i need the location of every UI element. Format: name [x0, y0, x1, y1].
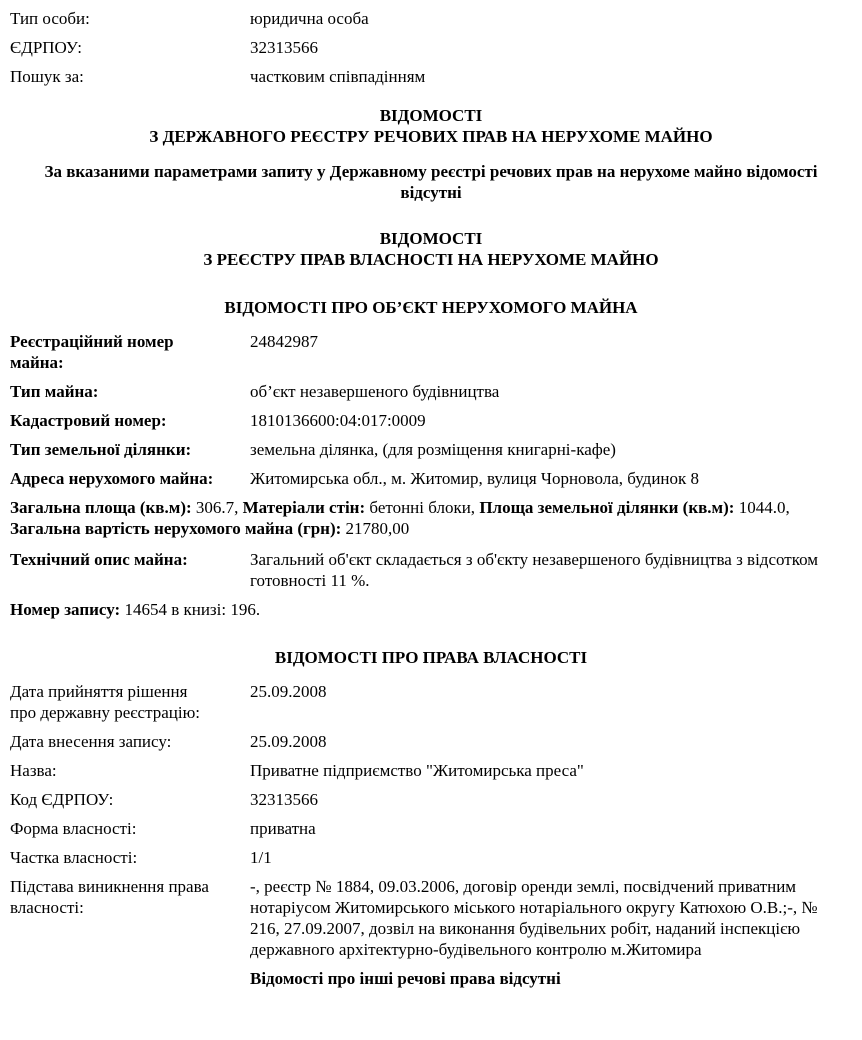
- edrpou-label: ЄДРПОУ:: [10, 38, 82, 57]
- land-plot-type-value: земельна ділянка, (для розміщення книгарні-кафе): [250, 440, 616, 459]
- ownership-form-label: Форма власності:: [10, 819, 137, 838]
- row-cadastral-number: [10, 410, 852, 431]
- ownership-registry-header: [10, 228, 852, 270]
- record-number-line: Номер запису: 14654 в книзі: 196.: [10, 600, 261, 619]
- property-address-value: Житомирська обл., м. Житомир, вулиця Чорновола, будинок 8: [250, 469, 700, 488]
- object-section-rows: [10, 331, 852, 489]
- entry-date-value: 25.09.2008: [250, 732, 327, 751]
- state-registry-header: [10, 105, 852, 147]
- row-entry-date: [10, 731, 852, 752]
- land-plot-type-label: Тип земельної ділянки:: [10, 440, 192, 459]
- cadastral-number-value: 1810136600:04:017:0009: [250, 411, 426, 430]
- rights-section-rows: [10, 681, 852, 960]
- registration-number-label: Реєстраційний номер майна:: [10, 332, 174, 372]
- row-owner-edrpou: [10, 789, 852, 810]
- row-person-type: [10, 8, 852, 29]
- search-by-value: частковим співпадінням: [250, 67, 426, 86]
- row-search-by: [10, 66, 852, 87]
- decision-date-value: 25.09.2008: [250, 682, 327, 701]
- row-property-address: [10, 468, 852, 489]
- row-ownership-form: [10, 818, 852, 839]
- row-registration-number: [10, 331, 852, 373]
- owner-name-label: Назва:: [10, 761, 57, 780]
- row-ownership-basis: [10, 876, 852, 960]
- registration-number-value: 24842987: [250, 332, 318, 351]
- decision-date-label: Дата прийняття рішення про державну реєстрацію:: [10, 682, 201, 722]
- ownership-registry-title-line2: З РЕЄСТРУ ПРАВ ВЛАСНОСТІ НА НЕРУХОМЕ МАЙНО: [203, 250, 659, 269]
- owner-edrpou-value: 32313566: [250, 790, 318, 809]
- owner-edrpou-label: Код ЄДРПОУ:: [10, 790, 114, 809]
- ownership-basis-value: -, реєстр № 1884, 09.03.2006, договір оренди землі, посвідчений приватним нотаріусом Житомирського міського нотаріального округу Катюхою О.В.;-, № 216, 27.09.2007, дозвіл на виконання будівельних робіт, наданий інспекцією державного архітектурно-будівельного контролю м.Житомира: [250, 877, 818, 959]
- query-parameters: [10, 8, 852, 87]
- technical-description-label: Технічний опис майна:: [10, 550, 188, 569]
- person-type-value: юридична особа: [250, 9, 369, 28]
- technical-description-value: Загальний об'єкт складається з об'єкту незавершеного будівництва з відсотком готовності 11 %.: [250, 550, 819, 590]
- property-summary-paragraph: Загальна площа (кв.м): 306.7, Матеріали стін: бетонні блоки, Площа земельної ділянки (кв.м): 1044.0, Загальна вартість нерухомого майна (грн): 21780,00: [10, 498, 790, 538]
- ownership-share-label: Частка власності:: [10, 848, 138, 867]
- person-type-label: Тип особи:: [10, 9, 90, 28]
- owner-name-value: Приватне підприємство "Житомирська преса": [250, 761, 584, 780]
- cadastral-number-label: Кадастровий номер:: [10, 411, 167, 430]
- row-decision-date: [10, 681, 852, 723]
- property-type-value: об’єкт незавершеного будівництва: [250, 382, 500, 401]
- rights-section-title: ВІДОМОСТІ ПРО ПРАВА ВЛАСНОСТІ: [274, 648, 588, 667]
- entry-date-label: Дата внесення запису:: [10, 732, 172, 751]
- object-section-title: ВІДОМОСТІ ПРО ОБ’ЄКТ НЕРУХОМОГО МАЙНА: [224, 298, 638, 317]
- edrpou-value: 32313566: [250, 38, 318, 57]
- search-by-label: Пошук за:: [10, 67, 84, 86]
- row-land-plot-type: [10, 439, 852, 460]
- row-ownership-share: [10, 847, 852, 868]
- state-registry-no-records-note: За вказаними параметрами запиту у Державному реєстрі речових прав на нерухоме майно відомості відсутні: [44, 162, 818, 202]
- ownership-basis-label: Підстава виникнення права власності:: [10, 877, 209, 917]
- row-edrpou: [10, 37, 852, 58]
- row-property-type: [10, 381, 852, 402]
- ownership-form-value: приватна: [250, 819, 316, 838]
- state-registry-title-line2: З ДЕРЖАВНОГО РЕЄСТРУ РЕЧОВИХ ПРАВ НА НЕРУХОМЕ МАЙНО: [149, 127, 713, 146]
- ownership-registry-title-line1: ВІДОМОСТІ: [379, 229, 483, 248]
- property-type-label: Тип майна:: [10, 382, 99, 401]
- property-address-label: Адреса нерухомого майна:: [10, 469, 214, 488]
- state-registry-title-line1: ВІДОМОСТІ: [379, 106, 483, 125]
- other-rights-absent-note: Відомості про інші речові права відсутні: [250, 969, 561, 988]
- row-owner-name: [10, 760, 852, 781]
- ownership-share-value: 1/1: [250, 848, 272, 867]
- row-technical-description: [10, 549, 852, 591]
